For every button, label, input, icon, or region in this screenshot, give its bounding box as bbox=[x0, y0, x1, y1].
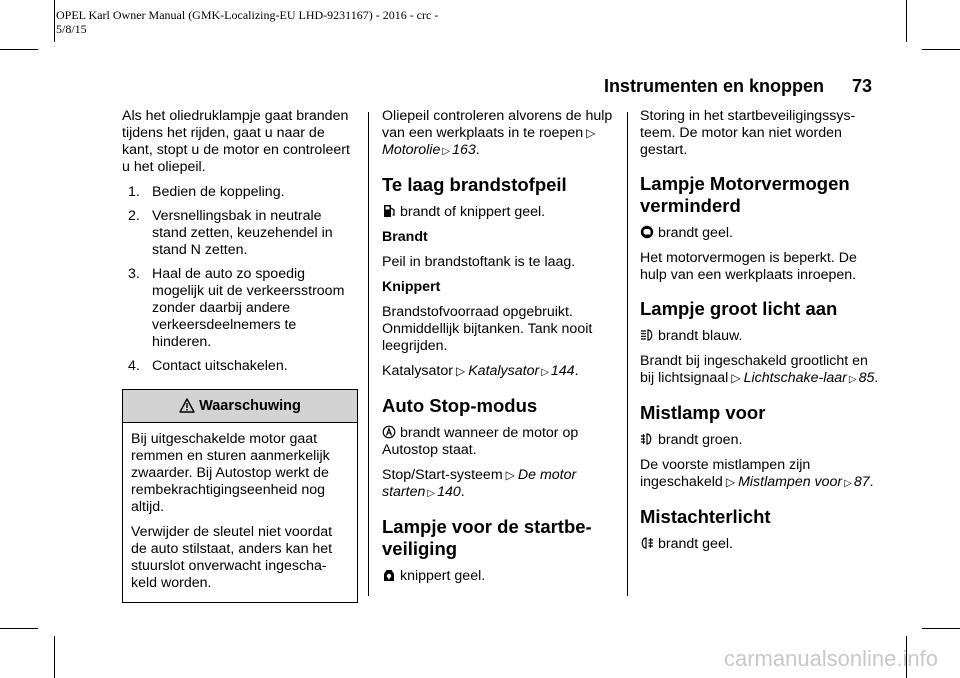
section-heading: Lampje groot licht aan bbox=[640, 298, 838, 319]
paragraph: Brandstofvoorraad opgebruikt. Onmiddellijk bijtanken. Tank nooit leegrijden. bbox=[382, 304, 593, 354]
fuel-pump-icon bbox=[382, 204, 396, 218]
reference-arrow-icon: ▷ bbox=[505, 468, 515, 482]
paragraph: knippert geel. bbox=[382, 568, 614, 585]
page-reference[interactable]: 87 bbox=[853, 474, 870, 490]
watermark: carmanualsonline.info bbox=[723, 646, 938, 671]
cross-reference-link[interactable]: De motor starten bbox=[382, 467, 577, 500]
steps-list bbox=[122, 184, 358, 375]
column-divider bbox=[368, 112, 369, 596]
label-brandt: Brandt bbox=[382, 229, 428, 245]
warning-title: Waarschuwing bbox=[199, 398, 301, 414]
paragraph: Katalysator ▷ Katalysator ▷ 144. bbox=[382, 363, 579, 379]
list-item: 1. Bedien de koppeling. bbox=[128, 184, 285, 200]
list-item: 3. Haal de auto zo spoedig mogelijk uit de verkeersstroom zonder daarbij andere verkeersdeelnemers te hinderen. bbox=[128, 266, 345, 350]
section-heading: Lampje voor de startbe-veiliging bbox=[382, 516, 592, 559]
crop-mark bbox=[54, 636, 55, 678]
column-3 bbox=[640, 108, 880, 561]
cross-reference-link[interactable]: Katalysator bbox=[468, 363, 540, 379]
paragraph: brandt geel. bbox=[640, 536, 880, 553]
cross-reference-link[interactable]: Mistlampen voor bbox=[738, 474, 843, 490]
page-arrow-icon: ▷ bbox=[844, 478, 852, 489]
crop-mark bbox=[0, 49, 38, 50]
section-heading: Auto Stop-modus bbox=[382, 395, 538, 416]
reference-arrow-icon: ▷ bbox=[586, 126, 596, 140]
reference-arrow-icon: ▷ bbox=[731, 371, 741, 385]
paragraph: Het motorvermogen is beperkt. De hulp van een werkplaats inroepen. bbox=[640, 250, 857, 283]
paragraph: brandt groen. bbox=[640, 432, 880, 449]
crop-mark bbox=[922, 628, 960, 629]
page-reference[interactable]: 163 bbox=[452, 142, 476, 158]
reference-arrow-icon: ▷ bbox=[725, 475, 736, 489]
paragraph: Brandt bij ingeschakeld grootlicht en bij lichtsignaal ▷ Lichtschake-laar ▷ 85. bbox=[640, 353, 879, 386]
page-reference[interactable]: 85 bbox=[858, 370, 875, 386]
page-arrow-icon: ▷ bbox=[541, 367, 549, 378]
page-reference[interactable]: 140 bbox=[437, 484, 461, 500]
crop-mark bbox=[54, 0, 55, 42]
warning-box bbox=[122, 389, 358, 603]
engine-power-icon bbox=[640, 225, 654, 239]
oil-warning-intro: Als het oliedruklampje gaat branden tijdens het rijden, gaat u naar de kant, stopt u de motor en controleert u het oliepeil. bbox=[122, 108, 350, 175]
column-2 bbox=[382, 108, 614, 593]
page-number: 73 bbox=[851, 76, 872, 96]
crop-mark bbox=[922, 49, 960, 50]
paragraph: brandt geel. bbox=[640, 225, 880, 242]
section-title: Instrumenten en knoppen bbox=[603, 76, 824, 96]
high-beam-icon bbox=[640, 328, 654, 342]
immobilizer-icon bbox=[382, 568, 396, 582]
autostop-icon bbox=[382, 425, 396, 439]
reference-arrow-icon: ▷ bbox=[455, 364, 466, 378]
cross-reference-link[interactable]: Motorolie bbox=[382, 142, 441, 158]
page-reference[interactable]: 144 bbox=[550, 363, 575, 379]
list-item: 2. Versnellingsbak in neutrale stand zetten, keuzehendel in stand N zetten. bbox=[128, 208, 333, 258]
warning-paragraph: Verwijder de sleutel niet voordat de auto stilstaat, anders kan het stuurslot onverwacht ingescha-keld worden. bbox=[131, 524, 333, 591]
warning-body bbox=[123, 423, 357, 602]
section-heading: Lampje Motorvermogen verminderd bbox=[640, 173, 850, 216]
crop-mark bbox=[0, 628, 38, 629]
section-heading: Te laag brandstofpeil bbox=[382, 174, 567, 195]
paragraph: Oliepeil controleren alvorens de hulp van een werkplaats in te roepen ▷Motorolie ▷ 163. bbox=[382, 108, 613, 158]
paragraph: brandt blauw. bbox=[640, 328, 880, 345]
page-arrow-icon: ▷ bbox=[442, 146, 451, 157]
paragraph: Stop/Start-systeem ▷ De motor starten ▷ 140. bbox=[382, 467, 577, 500]
paragraph: De voorste mistlampen zijn ingeschakeld ▷ Mistlampen voor ▷ 87. bbox=[640, 457, 874, 490]
warning-paragraph: Bij uitgeschakelde motor gaat remmen en sturen aanmerkelijk zwaarder. Bij Autostop werkt de rembekrachtigingseenheid nog altijd. bbox=[131, 431, 330, 515]
page-arrow-icon: ▷ bbox=[848, 374, 857, 385]
paragraph: brandt of knippert geel. bbox=[382, 204, 614, 221]
crop-mark bbox=[906, 0, 907, 42]
section-heading: Mistlamp voor bbox=[640, 402, 766, 423]
section-heading: Mistachterlicht bbox=[640, 506, 771, 527]
column-1 bbox=[122, 108, 358, 603]
paragraph: Storing in het startbeveiligingssys-teem. De motor kan niet worden gestart. bbox=[640, 108, 856, 158]
page-arrow-icon: ▷ bbox=[427, 488, 436, 499]
paragraph: Peil in brandstoftank is te laag. bbox=[382, 254, 576, 270]
label-knippert: Knippert bbox=[382, 279, 441, 295]
cross-reference-link[interactable]: Lichtschake-laar bbox=[743, 370, 847, 386]
front-fog-lamp-icon bbox=[640, 432, 654, 446]
document-header: OPEL Karl Owner Manual (GMK-Localizing-EU LHD-9231167) - 2016 - crc - 5/8/15 bbox=[56, 8, 439, 36]
warning-triangle-icon bbox=[179, 393, 195, 425]
column-divider bbox=[627, 112, 628, 596]
warning-header bbox=[123, 390, 357, 423]
list-item: 4. Contact uitschakelen. bbox=[128, 358, 288, 374]
rear-fog-lamp-icon bbox=[640, 536, 654, 550]
paragraph: brandt wanneer de motor op Autostop staat. bbox=[382, 425, 579, 458]
running-head bbox=[604, 76, 872, 97]
